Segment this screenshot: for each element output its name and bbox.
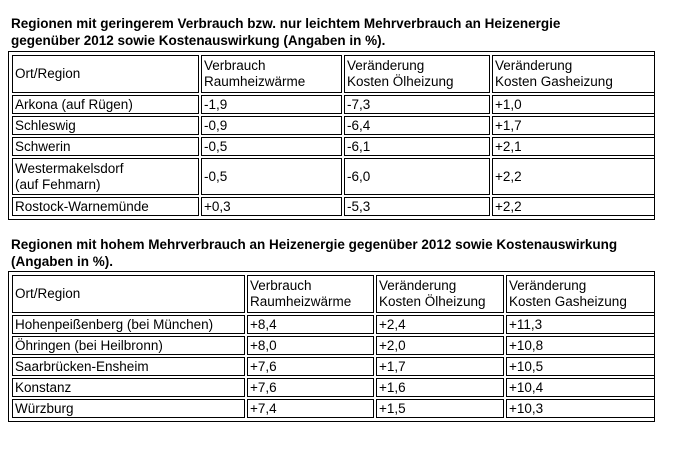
section2-heading-line1: Regionen mit hohem Mehrverbrauch an Heizenergie gegenüber 2012 sowie Kostenauswirkung [11,237,618,252]
header-cell-oil-cost: Veränderung Kosten Ölheizung [344,55,490,93]
cell-region: Westermakelsdorf (auf Fehmarn) [12,158,199,195]
table-row [12,137,655,156]
cell-oil-cost: +2,4 [376,315,504,334]
section1-heading-line1: Regionen mit geringerem Verbrauch bzw. nur leichtem Mehrverbrauch an Heizenergie [11,16,561,31]
cell-region: Würzburg [12,399,245,418]
cell-consumption: +7,6 [247,357,374,376]
table-row [12,116,655,135]
cell-gas-cost: +2,2 [492,197,655,216]
cell-oil-cost: -5,3 [344,197,490,216]
cell-oil-cost: -6,0 [344,158,490,195]
cell-gas-cost: +2,1 [492,137,655,156]
cell-region: Öhringen (bei Heilbronn) [12,336,245,355]
cell-region: Schleswig [12,116,199,135]
table-row [12,378,655,397]
table-row [12,197,655,216]
cell-oil-cost: +1,6 [376,378,504,397]
table-header-row [12,55,655,93]
header-cell-consumption: Verbrauch Raumheizwärme [247,275,374,313]
cell-gas-cost: +10,8 [506,336,655,355]
cell-consumption: -1,9 [201,95,342,114]
cell-oil-cost: -6,1 [344,137,490,156]
section2-heading [11,236,617,270]
table-row [12,399,655,418]
cell-region: Schwerin [12,137,199,156]
header-cell-region: Ort/Region [12,275,245,313]
cell-consumption: +8,0 [247,336,374,355]
cell-oil-cost: -7,3 [344,95,490,114]
cell-consumption: +7,4 [247,399,374,418]
header-cell-gas-cost: Veränderung Kosten Gasheizung [492,55,655,93]
cell-consumption: +7,6 [247,378,374,397]
cell-consumption: +8,4 [247,315,374,334]
table-high-consumption [8,271,655,422]
cell-gas-cost: +2,2 [492,158,655,195]
cell-oil-cost: -6,4 [344,116,490,135]
cell-oil-cost: +2,0 [376,336,504,355]
cell-region: Konstanz [12,378,245,397]
header-cell-gas-cost: Veränderung Kosten Gasheizung [506,275,655,313]
table-low-consumption [8,51,655,220]
header-cell-region: Ort/Region [12,55,199,93]
table-row [12,357,655,376]
table-header-row [12,275,655,313]
cell-region: Saarbrücken-Ensheim [12,357,245,376]
section1-heading-line2: gegenüber 2012 sowie Kostenauswirkung (Angaben in %). [11,33,386,48]
cell-oil-cost: +1,5 [376,399,504,418]
cell-gas-cost: +10,5 [506,357,655,376]
table-row [12,315,655,334]
cell-region: Arkona (auf Rügen) [12,95,199,114]
cell-gas-cost: +11,3 [506,315,655,334]
cell-gas-cost: +10,4 [506,378,655,397]
cell-gas-cost: +1,7 [492,116,655,135]
cell-consumption: -0,5 [201,158,342,195]
section2-heading-line2: (Angaben in %). [11,254,113,269]
header-cell-oil-cost: Veränderung Kosten Ölheizung [376,275,504,313]
header-cell-consumption: Verbrauch Raumheizwärme [201,55,342,93]
cell-consumption: -0,9 [201,116,342,135]
section1-heading [11,15,560,49]
cell-gas-cost: +1,0 [492,95,655,114]
cell-consumption: +0,3 [201,197,342,216]
cell-consumption: -0,5 [201,137,342,156]
cell-gas-cost: +10,3 [506,399,655,418]
cell-oil-cost: +1,7 [376,357,504,376]
table-row [12,158,655,195]
table-row [12,336,655,355]
table-row [12,95,655,114]
cell-region: Rostock-Warnemünde [12,197,199,216]
cell-region: Hohenpeißenberg (bei München) [12,315,245,334]
